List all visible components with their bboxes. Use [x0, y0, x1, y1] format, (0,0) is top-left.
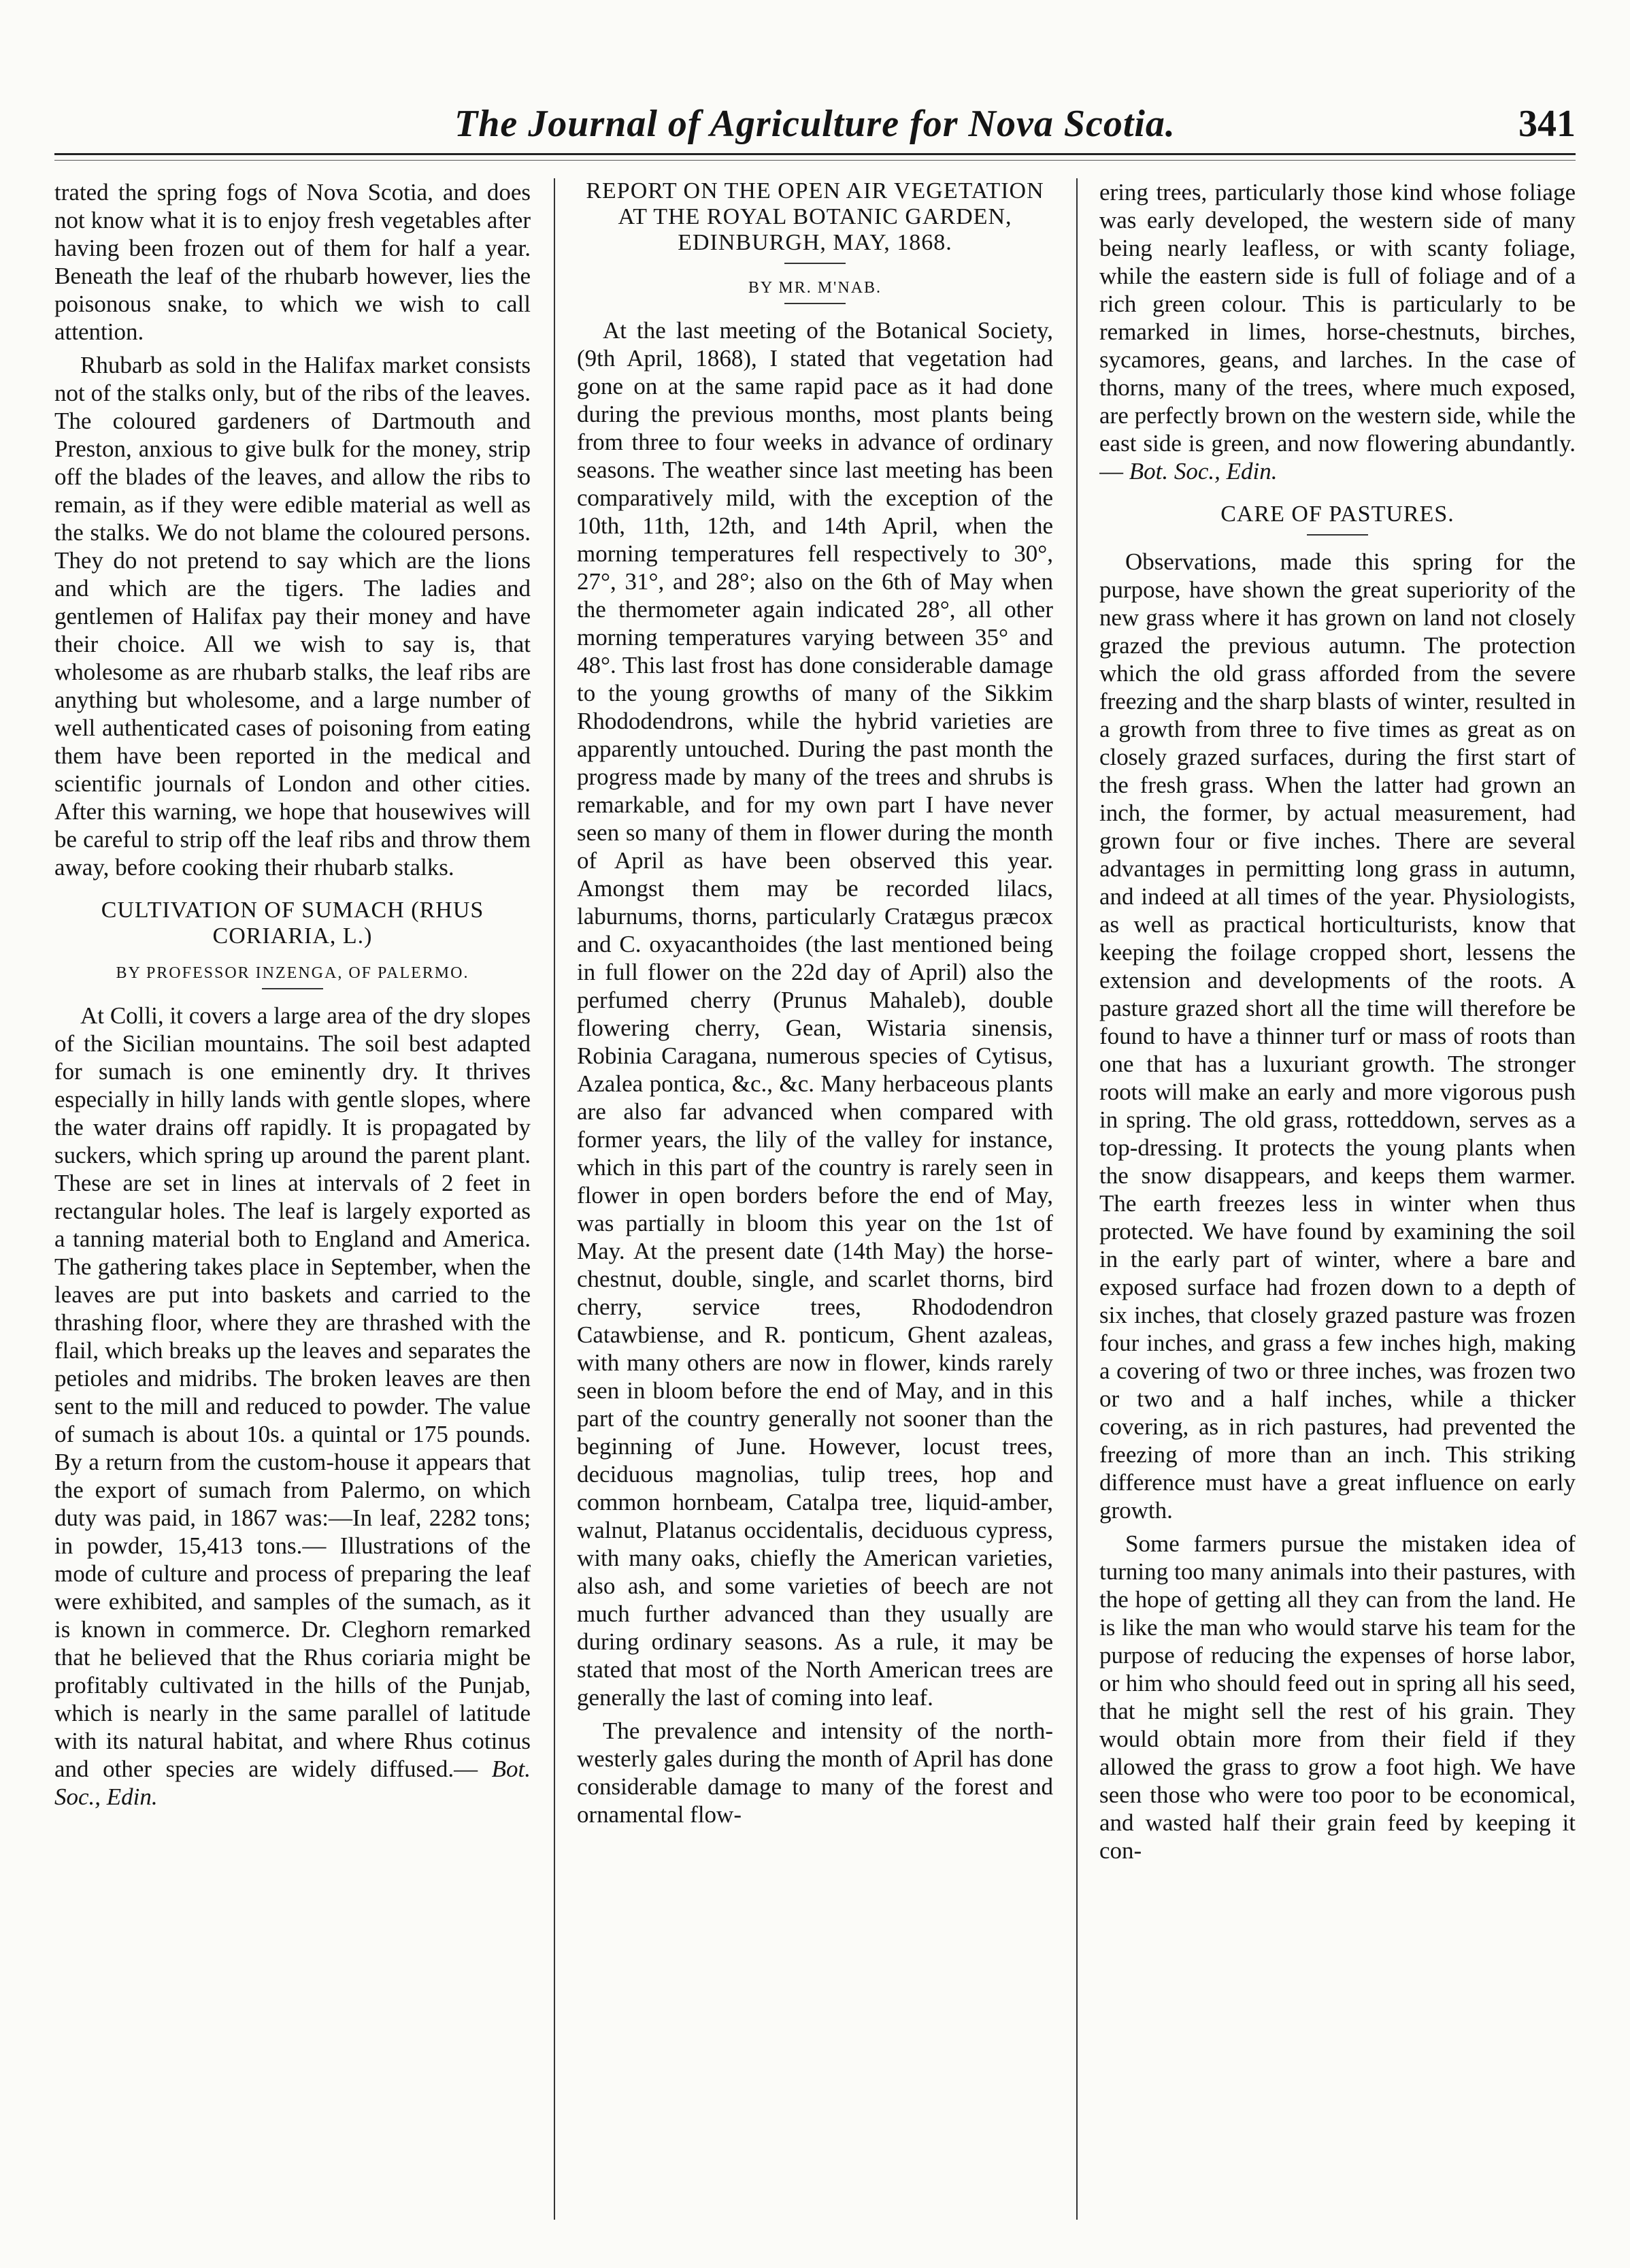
byline: BY MR. M'NAB.: [748, 279, 882, 297]
paragraph: trated the spring fogs of Nova Scotia, and does not know what it is to enjoy fresh vegetables after having been frozen out of them for half a year. Beneath the leaf of the rhubarb however, lies the poisonous snake, to which we wish to call attention.: [54, 179, 531, 345]
header-rule: [54, 153, 1576, 155]
article-title-pastures: CARE OF PASTURES.: [1220, 502, 1454, 527]
article-title-report: REPORT ON THE OPEN AIR VEGETATION AT THE ROYAL BOTANIC GARDEN, EDINBURGH, MAY, 1868.: [586, 178, 1044, 255]
separator: [262, 988, 323, 989]
paragraph: At Colli, it covers a large area of the dry slopes of the Sicilian mountains. The soil best adapted for sumach is one eminently dry. It thrives especially in hilly lands with gentle slopes, where the water drains off rapidly. It is propagated by suckers, which spring up around the parent plant. These are set in lines at intervals of 2 feet in rectangular holes. The leaf is largely exported as a tanning material both to England and America. The gathering takes place in September, when the leaves are put into baskets and carried to the thrashing floor, where they are thrashed with the flail, which breaks up the leaves and separates the petioles and midribs. The broken leaves are then sent to the mill and reduced to powder. The value of sumach is about 10s. a quintal or 175 pounds. By a return from the custom-house it appears that the export of sumach from Palermo, on which duty was paid, in 1867 was:—In leaf, 2282 tons; in powder, 15,413 tons.— Illustrations of the mode of culture and process of preparing the leaf were exhibited, and samples of the sumach, as it is known in commerce. Dr. Cleghorn remarked that he believed that the Rhus coriaria might be profitably cultivated in the hills of the Punjab, which is nearly in the same parallel of latitude with its natural habitat, and where Rhus cotinus and other species are widely diffused.— Bot. Soc., Edin.: [54, 1002, 531, 1810]
column-divider: [1076, 178, 1078, 2220]
column-1: [54, 178, 531, 2220]
paragraph: At the last meeting of the Botanical Society, (9th April, 1868), I stated that vegetation had gone on at the same rapid pace as it had done during the previous months, most plants being from three to four weeks in advance of ordinary seasons. The weather since last meeting has been comparatively mild, with the exception of the 10th, 11th, 12th, and 14th April, when the morning temperatures fell respectively to 30°, 27°, 31°, and 28°; also on the 6th of May when the thermometer again indicated 28°, all other morning temperatures varying between 35° and 48°. This last frost has done considerable damage to the young growths of many of the Sikkim Rhododendrons, while the hybrid varieties are apparently untouched. During the past month the progress made by many of the trees and shrubs is remarkable, and for my own part I have never seen so many of them in flower during the month of April as have been observed this year. Amongst them may be recorded lilacs, laburnums, thorns, particularly Cratægus præcox and C. oxyacanthoides (the last mentioned being in full flower on the 22d day of April) also the perfumed cherry (Prunus Mahaleb), double flowering cherry, Gean, Wistaria sinensis, Robinia Caragana, numerous species of Cytisus, Azalea pontica, &c., &c. Many herbaceous plants are also far advanced when compared with former years, the lily of the valley for instance, which in this part of the country is rarely seen in flower in open borders before the end of May, was partially in bloom this year on the 1st of May. At the present date (14th May) the horse-chestnut, double, single, and scarlet thorns, bird cherry, service trees, Rhododendron Catawbiense, and R. ponticum, Ghent azaleas, with many others are now in flower, kinds rarely seen in bloom before the end of May, and in this part of the country generally not sooner than the beginning of June. However, locust trees, deciduous magnolias, tulip trees, hop and common hornbeam, Catalpa tree, liquid-amber, walnut, Platanus occidentalis, deciduous cypress, with many oaks, chiefly the American varieties, also ash, and some varieties of beech are not much further advanced than they usually are during ordinary seasons. As a rule, it may be stated that most of the North American trees are generally the last of coming into leaf.: [577, 317, 1053, 1711]
paragraph: Rhubarb as sold in the Halifax market consists not of the stalks only, but of the ribs of the leaves. The coloured gardeners of Dartmouth and Preston, anxious to give bulk for the money, strip off the blades of the leaves, and allow the ribs to remain, as if they were edible material as well as the stalks. We do not blame the coloured persons. They do not pretend to say which are the lions and which are the tigers. The ladies and gentlemen of Halifax pay their money and have their choice. All we wish to say is, that wholesome as are rhubarb stalks, the leaf ribs are anything but wholesome, and a large number of well authenticated cases of poisoning from eating them have been reported in the medical and scientific journals of London and other cities. After this warning, we hope that housewives will be careful to strip off the leaf ribs and throw them away, before cooking their rhubarb stalks.: [54, 352, 531, 881]
column-3: [1099, 178, 1576, 2220]
journal-title: The Journal of Agriculture for Nova Scotia.: [454, 103, 1176, 145]
paragraph: The prevalence and intensity of the north-westerly gales during the month of April has done considerable damage to many of the forest and ornamental flow-: [577, 1718, 1053, 1828]
article-title-sumach: CULTIVATION OF SUMACH (RHUS CORIARIA, L.): [101, 898, 484, 949]
separator: [784, 303, 846, 304]
source-citation: Bot. Soc., Edin.: [54, 1756, 531, 1810]
column-divider: [554, 178, 555, 2220]
paragraph: ering trees, particularly those kind whose foliage was early developed, the western side of many being nearly leafless, or with scanty foliage, while the eastern side is full of foliage and of a rich green colour. This is particularly to be remarked in limes, horse-chestnuts, birches, sycamores, geans, and larches. In the case of thorns, many of the trees, where much exposed, are perfectly brown on the western side, while the east side is green, and now flowering abundantly.— Bot. Soc., Edin.: [1099, 179, 1576, 484]
separator: [784, 263, 846, 264]
header-rule-thin: [54, 160, 1576, 161]
separator: [1307, 534, 1368, 536]
source-citation: Bot. Soc., Edin.: [1129, 458, 1278, 484]
paragraph: Some farmers pursue the mistaken idea of turning too many animals into their pastures, with the hope of getting all they can from the land. He is like the man who would starve his team for the purpose of reducing the expenses of horse labor, or him who should feed out in spring all his seed, that he might sell the rest of his grain. They would obtain more from their field if they allowed the grass to grow a foot high. We have seen those who were too poor to be economical, and wasted half their grain feed by keeping it con-: [1099, 1530, 1576, 1864]
byline: BY PROFESSOR INZENGA, OF PALERMO.: [116, 964, 469, 982]
column-2: [577, 178, 1053, 2220]
paragraph: Observations, made this spring for the purpose, have shown the great superiority of the new grass where it has grown on land not closely grazed the previous autumn. The protection which the old grass afforded from the severe freezing and the sharp blasts of winter, resulted in a growth from three to five times as great as on closely grazed surfaces, during the first start of the fresh grass. When the latter had grown an inch, the former, by actual measurement, had grown four or five inches. There are several advantages in permitting long grass in autumn, and indeed at all times of the year. Physiologists, as well as practical horticulturists, know that keeping the foilage cropped short, lessens the extension and developments of the roots. A pasture grazed short all the time will therefore be found to have a thinner turf or mass of roots than one that has a luxuriant growth. The stronger roots will make an early and more vigorous push in spring. The old grass, rotteddown, serves as a top-dressing. It protects the young plants when the snow disappears, and keeps them warmer. The earth freezes less in winter when thus protected. We have found by examining the soil in the early part of winter, where a bare and exposed surface had frozen down to a depth of six inches, that closely grazed pasture was frozen four inches, and grass a few inches high, making a covering of two or three inches, was frozen two or two and a half inches, while a thicker covering, as in rich pastures, had prevented the freezing of more than an inch. This striking difference must have a great influence on early growth.: [1099, 548, 1576, 1524]
page-number: 341: [1518, 103, 1576, 145]
